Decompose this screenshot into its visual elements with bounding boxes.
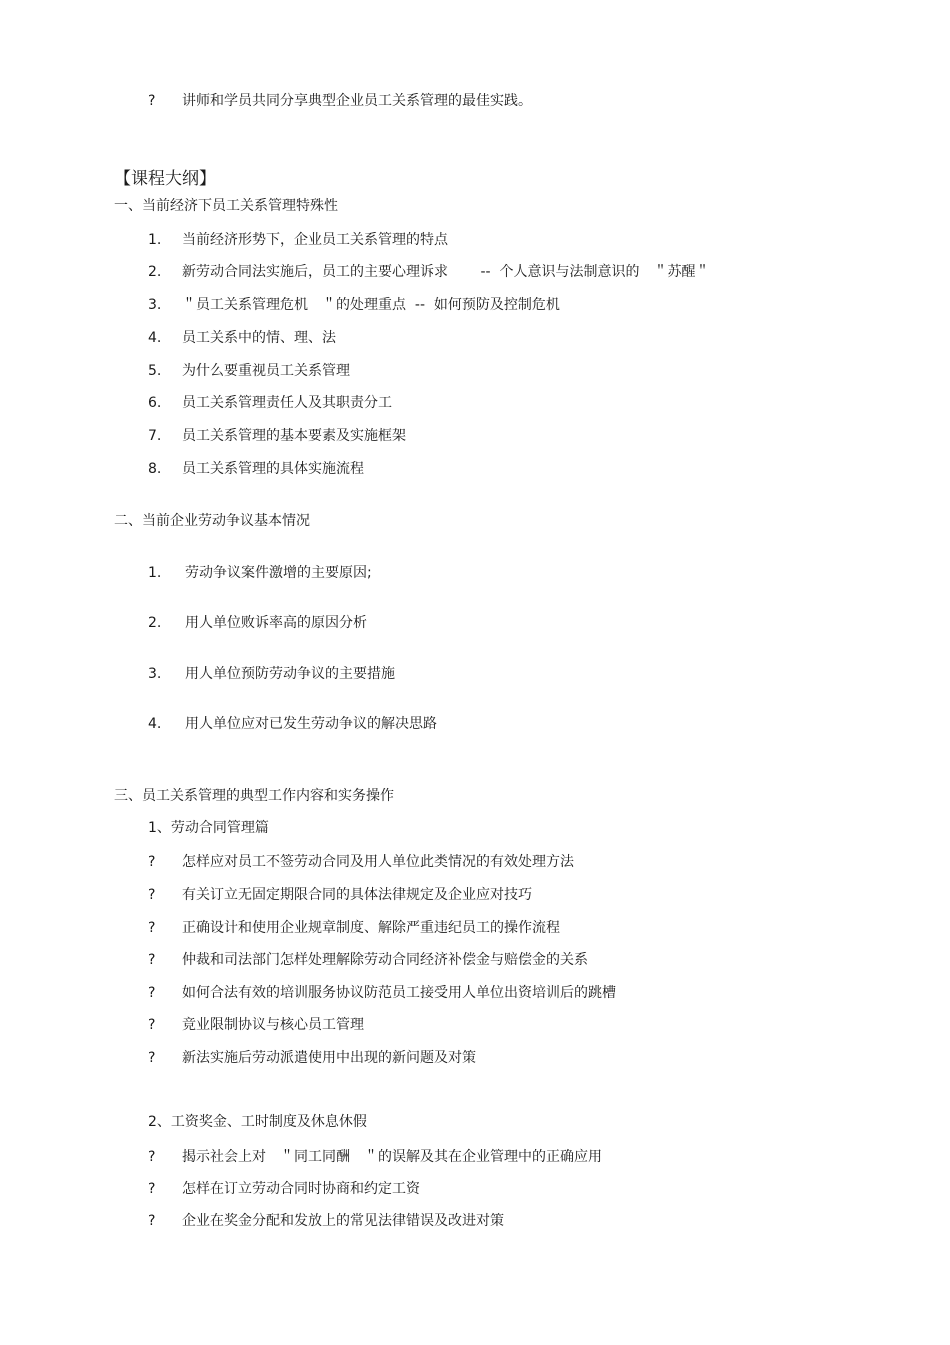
list-item: 当前经济形势下，企业员工关系管理的特点 <box>182 232 448 248</box>
section-heading: 二、当前企业劳动争议基本情况 <box>114 513 310 529</box>
subsection-heading: 2、工资奖金、工时制度及休息休假 <box>148 1114 367 1130</box>
list-item: 为什么要重视员工关系管理 <box>182 363 350 379</box>
item-number: 7. <box>148 428 162 444</box>
item-number: 3. <box>148 666 162 682</box>
section-heading: 一、当前经济下员工关系管理特殊性 <box>114 198 338 214</box>
item-number: 4. <box>148 330 162 346</box>
list-item: 怎样应对员工不签劳动合同及用人单位此类情况的有效处理方法 <box>182 854 574 870</box>
list-item: 企业在奖金分配和发放上的常见法律错误及改进对策 <box>182 1213 504 1229</box>
item-number: 2. <box>148 264 162 280</box>
list-item: 用人单位应对已发生劳动争议的解决思路 <box>185 716 437 732</box>
list-item: 员工关系管理的基本要素及实施框架 <box>182 428 406 444</box>
bullet-marker: ? <box>148 854 156 870</box>
list-item: 员工关系中的情、理、法 <box>182 330 336 346</box>
list-item: 如何合法有效的培训服务协议防范员工接受用人单位出资培训后的跳槽 <box>182 985 616 1001</box>
outline-title: 【课程大纲】 <box>114 169 216 189</box>
list-item: 怎样在订立劳动合同时协商和约定工资 <box>182 1181 420 1197</box>
section-heading: 三、员工关系管理的典型工作内容和实务操作 <box>114 788 394 804</box>
list-item: 揭示社会上对 ＂同工同酬 ＂的误解及其在企业管理中的正确应用 <box>182 1149 602 1165</box>
bullet-marker: ? <box>148 887 156 903</box>
list-item: 正确设计和使用企业规章制度、解除严重违纪员工的操作流程 <box>182 920 560 936</box>
bullet-marker: ? <box>148 1017 156 1033</box>
list-item: 用人单位预防劳动争议的主要措施 <box>185 666 395 682</box>
bullet-marker: ? <box>148 985 156 1001</box>
bullet-marker: ? <box>148 920 156 936</box>
intro-text: 讲师和学员共同分享典型企业员工关系管理的最佳实践。 <box>182 93 532 109</box>
list-item: 仲裁和司法部门怎样处理解除劳动合同经济补偿金与赔偿金的关系 <box>182 952 588 968</box>
list-item: 用人单位败诉率高的原因分析 <box>185 615 367 631</box>
item-number: 1. <box>148 565 162 581</box>
item-number: 6. <box>148 395 162 411</box>
list-item: 竞业限制协议与核心员工管理 <box>182 1017 364 1033</box>
item-number: 1. <box>148 232 162 248</box>
item-number: 4. <box>148 716 162 732</box>
list-item: 员工关系管理的具体实施流程 <box>182 461 364 477</box>
list-item: 劳动争议案件激增的主要原因; <box>185 565 372 581</box>
item-number: 2. <box>148 615 162 631</box>
bullet-marker: ? <box>148 952 156 968</box>
bullet-marker: ? <box>148 1181 156 1197</box>
list-item: 有关订立无固定期限合同的具体法律规定及企业应对技巧 <box>182 887 532 903</box>
bullet-marker: ? <box>148 1149 156 1165</box>
list-item: 新法实施后劳动派遣使用中出现的新问题及对策 <box>182 1050 476 1066</box>
subsection-heading: 1、劳动合同管理篇 <box>148 820 269 836</box>
list-item: 员工关系管理责任人及其职责分工 <box>182 395 392 411</box>
list-item: ＂员工关系管理危机 ＂的处理重点 -- 如何预防及控制危机 <box>182 297 560 313</box>
item-number: 3. <box>148 297 162 313</box>
bullet-marker: ? <box>148 1213 156 1229</box>
bullet-marker: ? <box>148 1050 156 1066</box>
item-number: 8. <box>148 461 162 477</box>
bullet-marker: ? <box>148 93 156 109</box>
list-item: 新劳动合同法实施后，员工的主要心理诉求 -- 个人意识与法制意识的 ＂苏醒＂ <box>182 264 710 280</box>
item-number: 5. <box>148 363 162 379</box>
